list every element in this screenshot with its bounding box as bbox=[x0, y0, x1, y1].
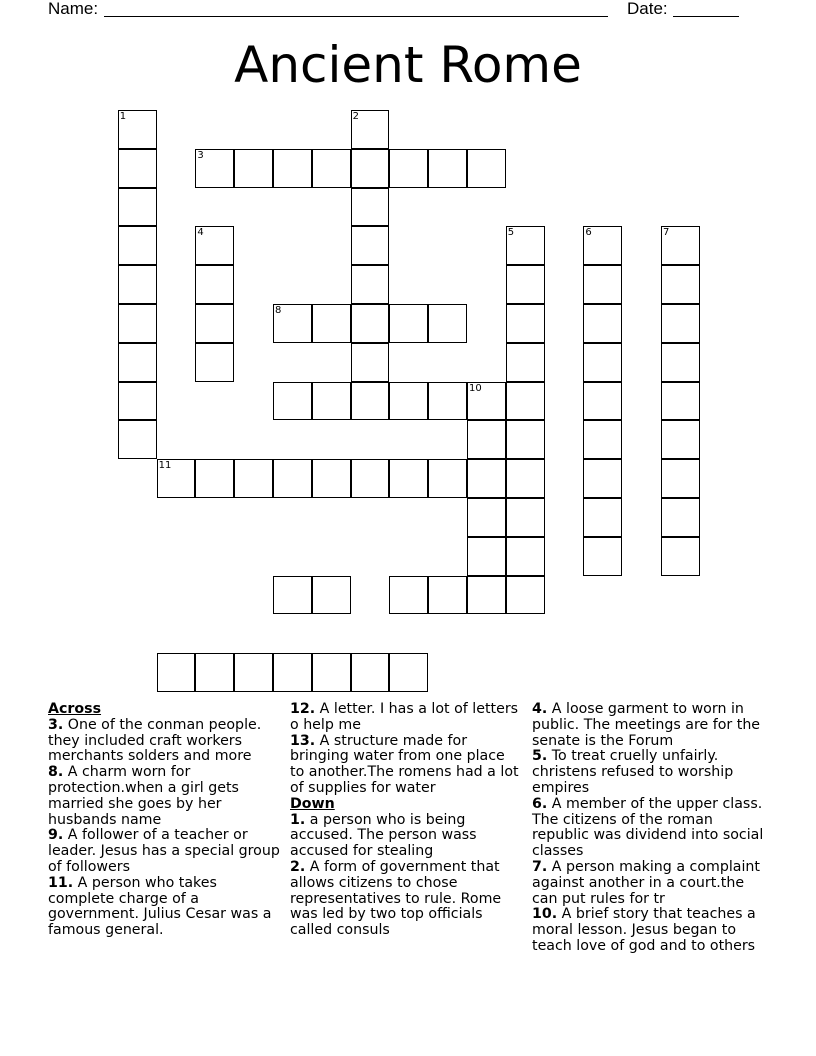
grid-cell[interactable] bbox=[118, 420, 157, 459]
grid-cell[interactable] bbox=[506, 343, 545, 382]
clue-down-4 bbox=[532, 702, 764, 749]
grid-cell[interactable] bbox=[389, 576, 428, 615]
clue-text: A form of government that allows citizens to chose representatives to rule. Rome was led by two top officials called consuls bbox=[290, 858, 502, 939]
grid-cell[interactable] bbox=[234, 653, 273, 692]
clue-number-label: 3 bbox=[197, 149, 204, 161]
grid-cell[interactable] bbox=[195, 304, 234, 343]
grid-cell[interactable] bbox=[118, 110, 157, 149]
grid-cell[interactable] bbox=[312, 304, 351, 343]
clue-number: 12. bbox=[290, 701, 316, 717]
grid-cell[interactable] bbox=[157, 653, 196, 692]
grid-cell[interactable] bbox=[389, 459, 428, 498]
grid-cell[interactable] bbox=[506, 265, 545, 304]
grid-cell[interactable] bbox=[195, 265, 234, 304]
clue-number-label: 1 bbox=[119, 111, 127, 122]
grid-cell[interactable] bbox=[389, 149, 428, 188]
grid-cell[interactable] bbox=[351, 343, 390, 382]
grid-cell[interactable] bbox=[583, 537, 622, 576]
clue-text: One of the conman people. they included craft workers merchants solders and more bbox=[48, 716, 262, 765]
grid-cell[interactable] bbox=[351, 653, 390, 692]
grid-cell[interactable] bbox=[118, 226, 157, 265]
grid-cell[interactable] bbox=[273, 576, 312, 615]
grid-cell[interactable] bbox=[234, 459, 273, 498]
grid-cell[interactable] bbox=[661, 420, 700, 459]
grid-cell[interactable] bbox=[195, 343, 234, 382]
clue-number-label: 10 bbox=[469, 382, 482, 394]
clue-across-3 bbox=[48, 718, 280, 765]
clue-number-label: 2 bbox=[352, 111, 359, 122]
clue-text: A letter. I has a lot of letters o help me bbox=[290, 701, 519, 733]
grid-cell[interactable] bbox=[661, 537, 700, 576]
clue-number: 8. bbox=[48, 764, 64, 781]
clue-column-2 bbox=[290, 702, 522, 939]
grid-cell[interactable] bbox=[583, 420, 622, 459]
grid-cell[interactable] bbox=[118, 265, 157, 304]
grid-cell[interactable] bbox=[351, 382, 390, 421]
clue-number: 13. bbox=[290, 732, 316, 749]
clue-number-label: 8 bbox=[275, 305, 282, 316]
grid-cell[interactable] bbox=[428, 459, 467, 498]
down-heading: Down bbox=[290, 795, 335, 812]
grid-cell[interactable] bbox=[467, 382, 506, 421]
clue-across-13 bbox=[290, 734, 522, 797]
grid-cell[interactable] bbox=[661, 498, 700, 537]
clue-number: 4. bbox=[532, 701, 548, 717]
clue-text: A person who takes complete charge of a government. Julius Cesar was a famous general. bbox=[48, 874, 272, 939]
clue-number: 7. bbox=[532, 858, 548, 875]
grid-cell[interactable] bbox=[428, 576, 467, 615]
grid-cell[interactable] bbox=[351, 459, 390, 498]
clue-number: 9. bbox=[48, 827, 64, 844]
grid-cell[interactable] bbox=[273, 304, 312, 343]
grid-cell[interactable] bbox=[273, 653, 312, 692]
grid-cell[interactable] bbox=[118, 382, 157, 421]
clue-column-1 bbox=[48, 702, 280, 939]
grid-cell[interactable] bbox=[467, 537, 506, 576]
grid-cell[interactable] bbox=[118, 304, 157, 343]
clue-number: 11. bbox=[48, 874, 74, 891]
date-label: Date: bbox=[627, 0, 668, 18]
grid-cell[interactable] bbox=[351, 265, 390, 304]
grid-cell[interactable] bbox=[195, 226, 234, 265]
grid-cell[interactable] bbox=[467, 149, 506, 188]
grid-cell[interactable] bbox=[234, 149, 273, 188]
grid-cell[interactable] bbox=[506, 420, 545, 459]
clue-number-label: 11 bbox=[158, 460, 172, 472]
clue-number: 6. bbox=[532, 795, 548, 812]
clue-text: To treat cruelly unfairly. christens refused to worship empires bbox=[532, 748, 734, 796]
page-title: Ancient Rome bbox=[234, 36, 582, 94]
grid-cell[interactable] bbox=[506, 459, 545, 498]
grid-cell[interactable] bbox=[583, 265, 622, 304]
clue-across-9 bbox=[48, 828, 280, 875]
clue-text: A structure made for bringing water from one place to another.The romens had a lot of supplies for water bbox=[290, 732, 519, 796]
grid-cell[interactable] bbox=[506, 537, 545, 576]
grid-cell[interactable] bbox=[583, 498, 622, 537]
grid-cell[interactable] bbox=[118, 149, 157, 188]
grid-cell[interactable] bbox=[351, 188, 390, 227]
clue-down-6 bbox=[532, 797, 764, 860]
grid-cell[interactable] bbox=[389, 653, 428, 692]
grid-cell[interactable] bbox=[583, 304, 622, 343]
clue-number-label: 6 bbox=[585, 227, 592, 239]
grid-cell[interactable] bbox=[195, 653, 234, 692]
grid-cell[interactable] bbox=[351, 110, 390, 149]
grid-cell[interactable] bbox=[583, 459, 622, 498]
across-heading: Across bbox=[48, 701, 102, 717]
clue-number-label: 7 bbox=[663, 227, 670, 239]
grid-cell[interactable] bbox=[428, 382, 467, 421]
clue-column-3 bbox=[532, 702, 764, 955]
grid-cell[interactable] bbox=[467, 498, 506, 537]
clue-list bbox=[0, 700, 816, 1056]
grid-cell[interactable] bbox=[661, 304, 700, 343]
grid-cell[interactable] bbox=[583, 343, 622, 382]
grid-cell[interactable] bbox=[157, 459, 196, 498]
clue-text: A loose garment to worn in public. The meetings are for the senate is the Forum bbox=[532, 701, 761, 749]
clue-text: A member of the upper class. The citizens of the roman republic was dividend into social classes bbox=[532, 795, 764, 860]
grid-cell[interactable] bbox=[661, 343, 700, 382]
grid-cell[interactable] bbox=[118, 188, 157, 227]
grid-cell[interactable] bbox=[312, 576, 351, 615]
clue-down-1 bbox=[290, 813, 522, 860]
clue-down-7 bbox=[532, 860, 764, 907]
grid-cell[interactable] bbox=[195, 459, 234, 498]
clue-text: A follower of a teacher or leader. Jesus has a special group of followers bbox=[48, 827, 280, 875]
grid-cell[interactable] bbox=[506, 576, 545, 615]
grid-cell[interactable] bbox=[351, 226, 390, 265]
clue-number-label: 4 bbox=[197, 227, 204, 239]
grid-cell[interactable] bbox=[118, 343, 157, 382]
clue-down-5 bbox=[532, 749, 764, 796]
clue-number: 3. bbox=[48, 716, 64, 733]
grid-cell[interactable] bbox=[506, 304, 545, 343]
grid-cell[interactable] bbox=[467, 459, 506, 498]
grid-cell[interactable] bbox=[506, 498, 545, 537]
grid-cell[interactable] bbox=[351, 149, 390, 188]
name-label: Name: bbox=[48, 0, 99, 18]
clue-text: A brief story that teaches a moral lesson. Jesus began to teach love of god and to others bbox=[532, 906, 756, 954]
clue-number: 2. bbox=[290, 858, 306, 875]
grid-cell[interactable] bbox=[351, 304, 390, 343]
grid-cell[interactable] bbox=[312, 653, 351, 692]
clue-across-8 bbox=[48, 765, 280, 828]
clue-down-10 bbox=[532, 907, 764, 954]
clue-text: a person who is being accused. The person wass accused for stealing bbox=[290, 811, 477, 860]
grid-cell[interactable] bbox=[506, 382, 545, 421]
grid-cell[interactable] bbox=[661, 226, 700, 265]
grid-cell[interactable] bbox=[428, 149, 467, 188]
grid-cell[interactable] bbox=[467, 576, 506, 615]
clue-number: 5. bbox=[532, 748, 548, 765]
grid-cell[interactable] bbox=[312, 459, 351, 498]
grid-cell[interactable] bbox=[195, 149, 234, 188]
grid-cell[interactable] bbox=[273, 459, 312, 498]
grid-cell[interactable] bbox=[312, 149, 351, 188]
grid-cell[interactable] bbox=[273, 382, 312, 421]
clue-across-12 bbox=[290, 702, 522, 734]
grid-cell[interactable] bbox=[389, 382, 428, 421]
grid-cell[interactable] bbox=[506, 226, 545, 265]
clue-across-11 bbox=[48, 876, 280, 939]
grid-cell[interactable] bbox=[467, 420, 506, 459]
grid-cell[interactable] bbox=[583, 382, 622, 421]
grid-cell[interactable] bbox=[273, 149, 312, 188]
clue-text: A person making a complaint against another in a court.the can put rules for tr bbox=[532, 858, 760, 907]
clue-number-label: 5 bbox=[507, 227, 515, 239]
clue-text: A charm worn for protection.when a girl gets married she goes by her husbands name bbox=[48, 764, 239, 828]
grid-cell[interactable] bbox=[312, 382, 351, 421]
grid-cell[interactable] bbox=[583, 226, 622, 265]
clue-down-2 bbox=[290, 860, 522, 939]
grid-cell[interactable] bbox=[661, 382, 700, 421]
grid-cell[interactable] bbox=[389, 304, 428, 343]
grid-cell[interactable] bbox=[661, 265, 700, 304]
clue-number: 10. bbox=[532, 906, 558, 923]
clue-number: 1. bbox=[290, 811, 306, 828]
grid-cell[interactable] bbox=[661, 459, 700, 498]
grid-cell[interactable] bbox=[428, 304, 467, 343]
